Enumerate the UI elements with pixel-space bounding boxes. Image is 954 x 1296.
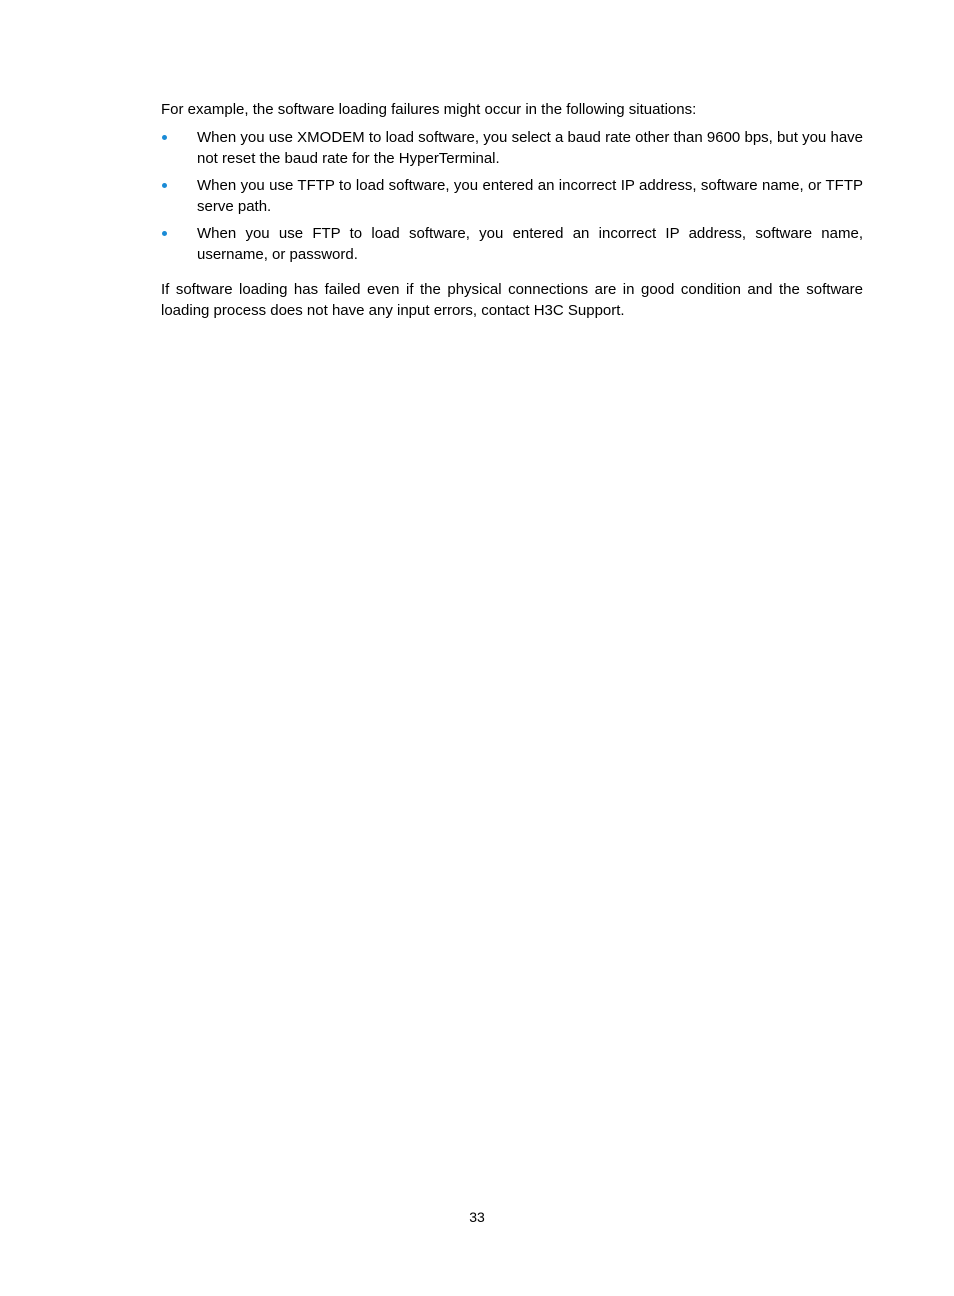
intro-paragraph: For example, the software loading failures might occur in the following situations: bbox=[161, 101, 697, 118]
list-item bbox=[161, 175, 863, 218]
list-item-text: When you use TFTP to load software, you entered an incorrect IP address, software name, or TFTP serve path. bbox=[197, 176, 863, 215]
bullet-dot-icon bbox=[162, 183, 167, 188]
page-number: 33 bbox=[469, 1209, 485, 1225]
list-item-text: When you use FTP to load software, you entered an incorrect IP address, software name, username, or password. bbox=[197, 224, 863, 263]
list-item bbox=[161, 223, 863, 266]
failure-situations-list bbox=[161, 127, 863, 266]
list-item-text: When you use XMODEM to load software, you select a baud rate other than 9600 bps, but you have not reset the baud rate for the HyperTerminal. bbox=[197, 128, 863, 167]
closing-paragraph: If software loading has failed even if the physical connections are in good condition and the software loading process does not have any input errors, contact H3C Support. bbox=[161, 280, 863, 319]
list-item bbox=[161, 127, 863, 170]
bullet-dot-icon bbox=[162, 231, 167, 236]
body-content bbox=[161, 99, 863, 322]
bullet-dot-icon bbox=[162, 135, 167, 140]
